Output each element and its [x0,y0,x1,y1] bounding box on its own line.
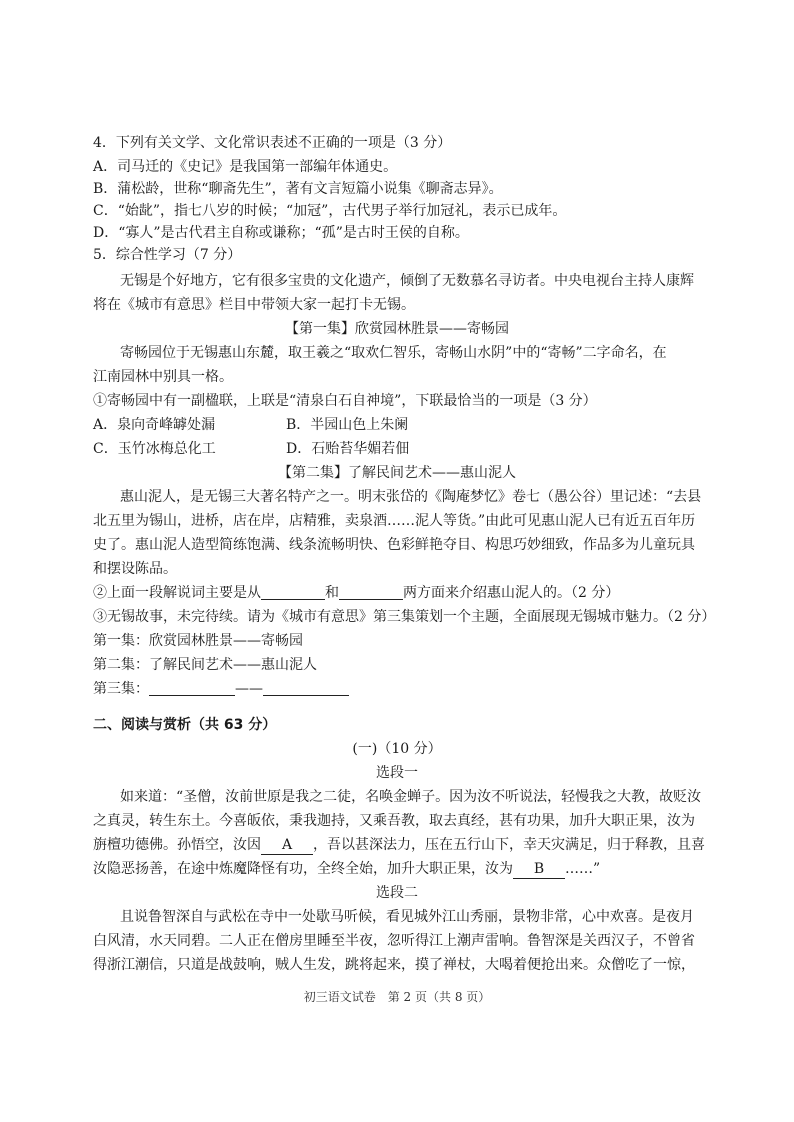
sub1-option-b: B．半园山色上朱阑 [286,417,409,433]
episode1-text: 寄畅园位于无锡惠山东麓，取王羲之“取欢仁智乐，寄畅山水阴”中的“寄畅”二字命名，在 [120,345,667,361]
section-title: 二、阅读与赏析（共 63 分） [93,717,277,733]
excerpt-text: 且说鲁智深自与武松在寺中一处歇马听候，看见城外江山秀丽，景物非常，心中欢喜。是夜月 [120,909,694,925]
sub2-text: ②上面一段解说词主要是从 [93,585,261,601]
episode2-title: 【第二集】了解民间艺术——惠山泥人 [278,465,516,481]
sub2-text: 两方面来介绍惠山泥人的。（2 分） [403,585,620,601]
excerpt-text: 之真灵，转生东土。今喜皈依，秉我迦持，又乘吾教，取去真经，甚有功果，加升大职正果，汝为 [93,813,695,829]
episode1-title: 【第一集】欣赏园林胜景——寄畅园 [285,321,509,337]
episode1-text: 江南园林中别具一格。 [93,369,233,385]
episode-list-item: 第一集：欣赏园林胜景——寄畅园 [93,633,303,649]
episode2-text: 史了。惠山泥人造型简练饱满、线条流畅明快、色彩鲜艳夺目、构思巧妙细致，作品多为儿童玩具 [93,537,695,553]
episode-list-item: 第二集：了解民间艺术——惠山泥人 [93,657,317,673]
sub2-text: 和 [325,585,339,601]
sub-question-1: ①寄畅园中有一副楹联，上联是“清泉白石自神境”，下联最恰当的一项是（3 分） [93,393,597,409]
excerpt-title: 选段一 [376,765,418,781]
q5-stem: 5．综合性学习（7 分） [93,247,242,263]
excerpt-fragment: 旃檀功德佛。孙悟空，汝因 [93,837,261,853]
sub-question-3: ③无锡故事，未完待续。请为《城市有意思》第三集策划一个主题，全面展现无锡城市魅力。（2 分） [93,609,716,625]
episode2-text: 和摆设陈品。 [93,561,177,577]
sub1-option-a: A．泉向奇峰罅处漏 [93,417,216,433]
episode-list-item [93,680,349,698]
episode2-text: 惠山泥人，是无锡三大著名特产之一。明末张岱的《陶庵梦忆》卷七（愚公谷）里记述：“去县 [120,489,702,505]
q4-option-d: D．“寡人”是古代君主自称或谦称；“孤”是古时王侯的自称。 [93,225,469,241]
excerpt-text: 得浙江潮信，只道是战鼓响，贼人生发，跳将起来，摸了禅杖，大喝着便抢出来。众僧吃了一惊， [93,957,695,973]
sub1-options-row [93,440,693,458]
answer-blank[interactable] [339,585,403,600]
excerpt-title: 选段二 [376,885,418,901]
excerpt-fragment: ……” [565,861,601,877]
episode3-label: 第三集： [93,681,149,697]
sub1-options-row [93,416,693,434]
answer-blank[interactable] [263,681,349,696]
q4-stem: 4．下列有关文学、文化常识表述不正确的一项是（3 分） [93,135,452,151]
episode3-dash: —— [235,681,263,697]
q5-intro-line: 无锡是个好地方，它有很多宝贵的文化遗产，倾倒了无数慕名寻访者。中央电视台主持人康辉 [120,273,694,289]
q4-option-a: A．司马迁的《史记》是我国第一部编年体通史。 [93,159,398,175]
answer-blank[interactable] [261,585,325,600]
excerpt-text: 白风清，水天同碧。二人正在僧房里睡至半夜，忽听得江上潮声雷响。鲁智深是关西汉子，不曾省 [93,933,695,949]
q4-option-c: C．“始龀”，指七八岁的时候；“加冠”，古代男子举行加冠礼，表示已成年。 [93,203,567,219]
excerpt-fragment: 汝隐恶扬善，在途中炼魔降怪有功，全终全始，加升大职正果，汝为 [93,861,513,877]
blank-a[interactable]: A [261,836,313,855]
blank-b[interactable]: B [513,860,565,879]
q4-option-b: B．蒲松龄，世称“聊斋先生”，著有文言短篇小说集《聊斋志异》。 [93,181,503,197]
excerpt-text [93,836,705,855]
sub1-option-d: D．石贻苔华媚若佃 [286,441,410,457]
excerpt-text: 如来道：“圣僧，汝前世原是我之二徒，名唤金蝉子。因为汝不听说法，轻慢我之大教，故贬汝 [120,789,702,805]
sub-question-2 [93,584,619,602]
answer-blank[interactable] [149,681,235,696]
page-footer: 初三语文试卷 第 2 页（共 8 页） [303,990,491,1004]
sub-section-title: (一)（10 分） [352,741,442,757]
excerpt-fragment: ，吾以甚深法力，压在五行山下，幸天灾满足，归于释教，且喜 [313,837,705,853]
episode2-text: 北五里为锡山，进桥，店在岸，店精雅，卖泉酒……泥人等货。”由此可见惠山泥人已有近五百年历 [93,513,696,529]
excerpt-text [93,860,600,879]
q5-intro-line: 将在《城市有意思》栏目中带领大家一起打卡无锡。 [93,297,415,313]
sub1-option-c: C．玉竹冰梅总化工 [93,441,216,457]
